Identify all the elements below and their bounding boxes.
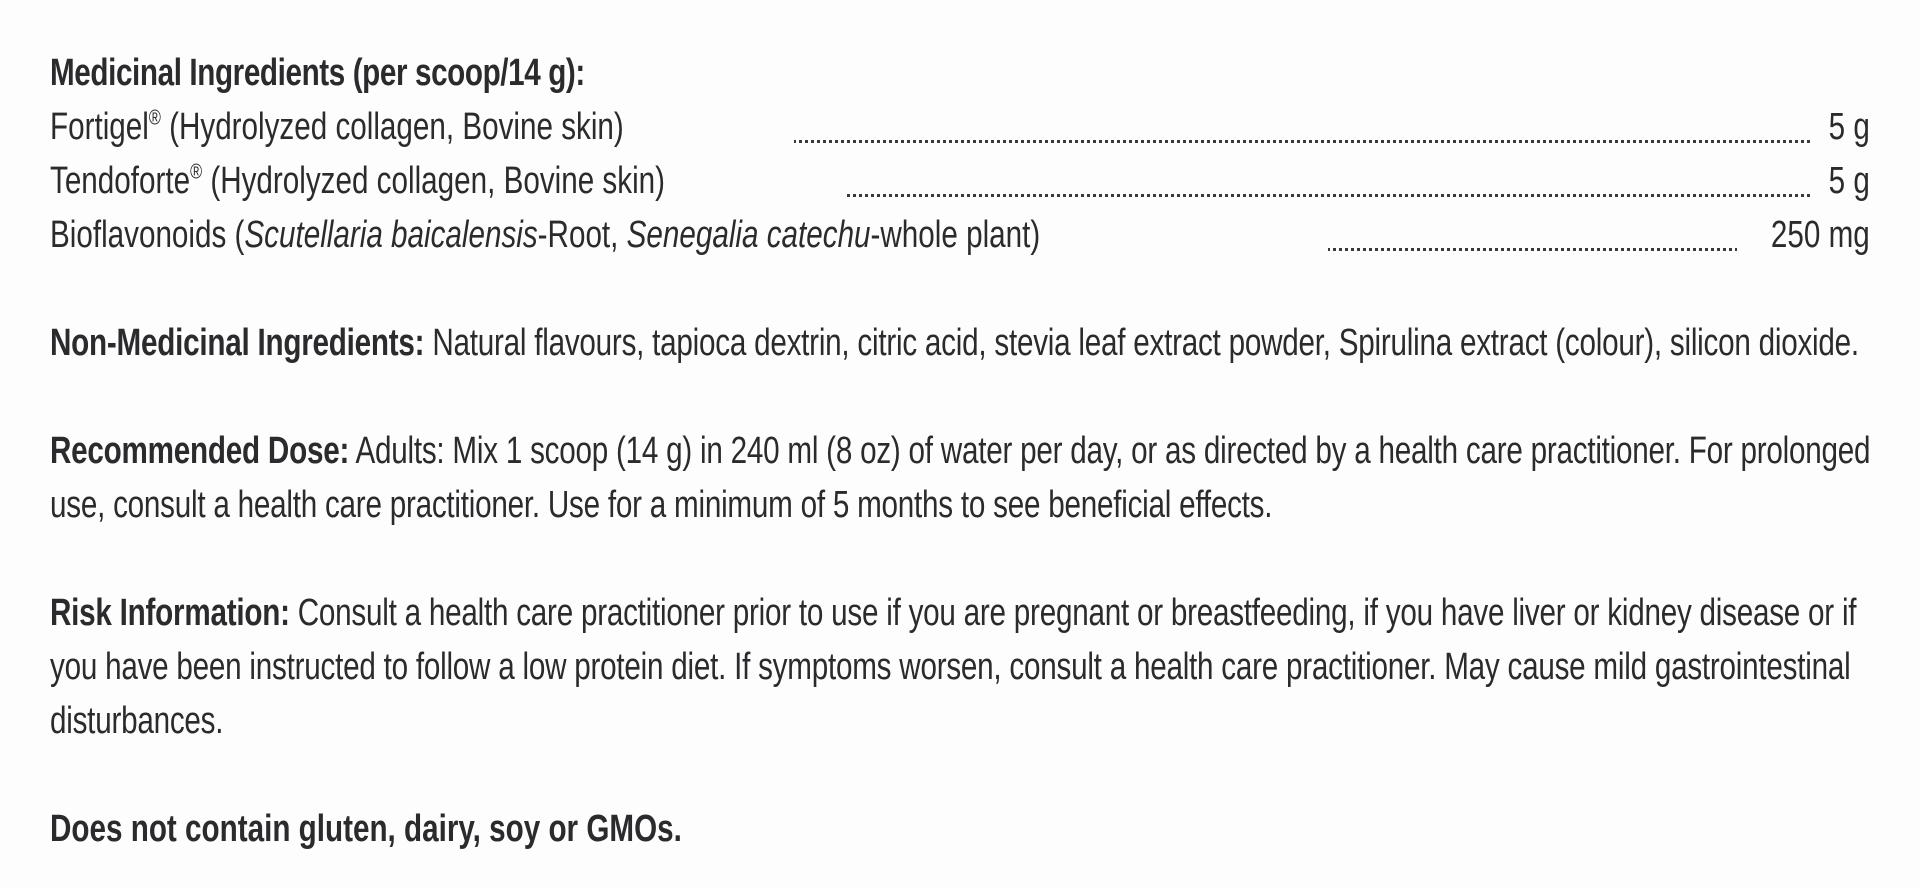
ingredient-amount: 5 g — [1811, 154, 1870, 208]
ingredient-row-tendoforte — [50, 154, 1870, 208]
risk-text-line3: disturbances. — [50, 700, 224, 742]
risk-text-line2: you have been instructed to follow a low protein diet. If symptoms worsen, consult a health care practitioner. May cause mild gastrointestinal — [50, 646, 1851, 688]
ingredient-row-fortigel — [50, 100, 1870, 154]
non-medicinal-ingredients — [50, 316, 1870, 370]
medicinal-ingredients-heading: Medicinal Ingredients (per scoop/14 g): — [50, 52, 585, 94]
ingredient-amount: 5 g — [1811, 100, 1870, 154]
product-label-text — [50, 46, 1870, 856]
dose-text-line2: use, consult a health care practitioner. Use for a minimum of 5 months to see beneficial effects. — [50, 484, 1273, 526]
non-medicinal-label: Non-Medicinal Ingredients: — [50, 322, 425, 364]
risk-label: Risk Information: — [50, 592, 290, 634]
dose-label: Recommended Dose: — [50, 430, 350, 472]
ingredient-name: Bioflavonoids (Scutellaria baicalensis-Root, Senegalia catechu-whole plant) — [50, 208, 1328, 262]
risk-text-line1: Consult a health care practitioner prior to use if you are pregnant or breastfeeding, if you have liver or kidney disease or if — [289, 592, 1857, 634]
risk-information — [50, 586, 1870, 748]
ingredient-name: Tendoforte® (Hydrolyzed collagen, Bovine skin) — [50, 154, 846, 208]
ingredient-row-bioflavonoids — [50, 208, 1870, 262]
ingredient-amount: 250 mg — [1737, 208, 1870, 262]
dose-text-line1: Adults: Mix 1 scoop (14 g) in 240 ml (8 oz) of water per day, or as directed by a health care practitioner. For prolonged — [349, 430, 1871, 472]
recommended-dose — [50, 424, 1870, 532]
allergen-statement: Does not contain gluten, dairy, soy or GMOs. — [50, 808, 682, 850]
ingredient-name: Fortigel® (Hydrolyzed collagen, Bovine skin) — [50, 100, 794, 154]
non-medicinal-text: Natural flavours, tapioca dextrin, citric acid, stevia leaf extract powder, Spirulina extract (colour), silicon dioxide. — [424, 322, 1859, 364]
